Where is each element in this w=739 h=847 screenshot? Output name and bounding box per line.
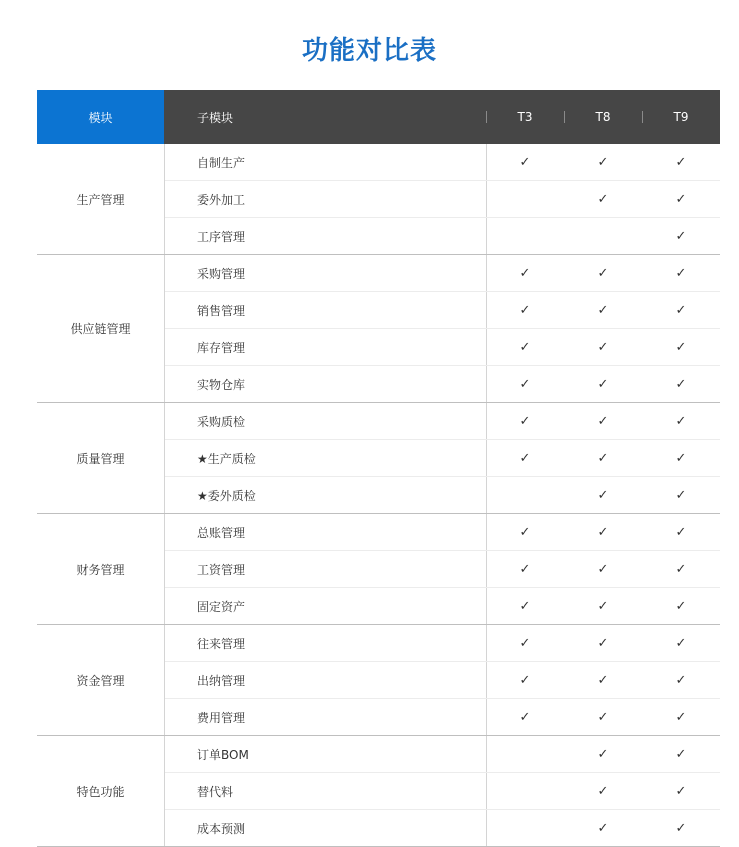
table-row bbox=[165, 773, 720, 810]
submodule-name: 总账管理 bbox=[197, 525, 246, 540]
check-icon: ✓ bbox=[597, 376, 609, 392]
check-icon: ✓ bbox=[519, 413, 531, 429]
check-icon: ✓ bbox=[597, 487, 609, 503]
column-divider bbox=[486, 218, 487, 254]
check-icon: ✓ bbox=[597, 598, 609, 614]
check-icon: ✓ bbox=[597, 191, 609, 207]
table-row bbox=[165, 255, 720, 292]
check-icon: ✓ bbox=[675, 265, 687, 281]
table-row bbox=[165, 699, 720, 735]
module-group bbox=[37, 625, 720, 736]
check-icon: ✓ bbox=[675, 783, 687, 799]
check-icon: ✓ bbox=[675, 376, 687, 392]
table-row bbox=[165, 144, 720, 181]
submodule-name: 采购管理 bbox=[197, 266, 246, 281]
check-icon: ✓ bbox=[675, 487, 687, 503]
module-group bbox=[37, 144, 720, 255]
check-icon: ✓ bbox=[519, 598, 531, 614]
table-row bbox=[165, 329, 720, 366]
check-icon: ✓ bbox=[675, 413, 687, 429]
module-name: 财务管理 bbox=[37, 514, 165, 624]
module-group bbox=[37, 514, 720, 625]
table-row bbox=[165, 736, 720, 773]
submodule-name: 出纳管理 bbox=[197, 673, 246, 688]
check-icon: ✓ bbox=[519, 376, 531, 392]
submodule-name: 销售管理 bbox=[197, 303, 246, 318]
submodule-name: 自制生产 bbox=[197, 155, 246, 170]
module-group bbox=[37, 255, 720, 403]
check-icon: ✓ bbox=[597, 413, 609, 429]
check-icon: ✓ bbox=[597, 524, 609, 540]
module-name: 资金管理 bbox=[37, 625, 165, 735]
comparison-table bbox=[37, 90, 720, 847]
check-icon: ✓ bbox=[519, 450, 531, 466]
submodule-name: 采购质检 bbox=[197, 414, 246, 429]
check-icon: ✓ bbox=[675, 561, 687, 577]
module-name: 生产管理 bbox=[37, 144, 165, 254]
check-icon: ✓ bbox=[597, 820, 609, 836]
table-row bbox=[165, 662, 720, 699]
module-name: 质量管理 bbox=[37, 403, 165, 513]
header-module: 模块 bbox=[37, 90, 164, 144]
submodule-name: 工资管理 bbox=[197, 562, 246, 577]
check-icon: ✓ bbox=[519, 524, 531, 540]
check-icon: ✓ bbox=[597, 302, 609, 318]
check-icon: ✓ bbox=[675, 635, 687, 651]
table-row bbox=[165, 403, 720, 440]
check-icon: ✓ bbox=[597, 450, 609, 466]
table-row bbox=[165, 181, 720, 218]
column-divider bbox=[486, 736, 487, 772]
column-divider bbox=[486, 773, 487, 809]
header-edition-t8: T8 bbox=[595, 110, 611, 124]
module-group bbox=[37, 403, 720, 514]
submodule-name: 库存管理 bbox=[197, 340, 246, 355]
table-header bbox=[37, 90, 720, 144]
table-row bbox=[165, 514, 720, 551]
page-title: 功能对比表 bbox=[301, 36, 437, 66]
check-icon: ✓ bbox=[597, 783, 609, 799]
header-edition-t3: T3 bbox=[517, 110, 533, 124]
check-icon: ✓ bbox=[675, 450, 687, 466]
check-icon: ✓ bbox=[675, 598, 687, 614]
check-icon: ✓ bbox=[675, 228, 687, 244]
table-row bbox=[165, 810, 720, 846]
check-icon: ✓ bbox=[597, 561, 609, 577]
table-row bbox=[165, 477, 720, 513]
check-icon: ✓ bbox=[675, 302, 687, 318]
check-icon: ✓ bbox=[597, 339, 609, 355]
table-body bbox=[37, 144, 720, 847]
submodule-name: 委外加工 bbox=[197, 192, 246, 207]
submodule-name: ★委外质检 bbox=[197, 488, 256, 503]
check-icon: ✓ bbox=[675, 339, 687, 355]
table-row bbox=[165, 440, 720, 477]
check-icon: ✓ bbox=[675, 191, 687, 207]
submodule-name: 成本预测 bbox=[197, 821, 246, 836]
check-icon: ✓ bbox=[675, 672, 687, 688]
table-row bbox=[165, 625, 720, 662]
module-name: 特色功能 bbox=[37, 736, 165, 846]
submodule-name: 实物仓库 bbox=[197, 377, 246, 392]
column-divider bbox=[486, 181, 487, 217]
submodule-name: 工序管理 bbox=[197, 229, 246, 244]
check-icon: ✓ bbox=[519, 302, 531, 318]
check-icon: ✓ bbox=[519, 339, 531, 355]
check-icon: ✓ bbox=[519, 265, 531, 281]
table-row bbox=[165, 366, 720, 402]
check-icon: ✓ bbox=[597, 265, 609, 281]
check-icon: ✓ bbox=[597, 709, 609, 725]
check-icon: ✓ bbox=[519, 561, 531, 577]
check-icon: ✓ bbox=[519, 672, 531, 688]
table-row bbox=[165, 588, 720, 624]
header-edition-t9: T9 bbox=[673, 110, 689, 124]
check-icon: ✓ bbox=[519, 154, 531, 170]
submodule-name: 固定资产 bbox=[197, 599, 246, 614]
submodule-name: 往来管理 bbox=[197, 636, 246, 651]
check-icon: ✓ bbox=[597, 672, 609, 688]
submodule-name: 订单BOM bbox=[197, 747, 249, 762]
table-row bbox=[165, 292, 720, 329]
check-icon: ✓ bbox=[675, 820, 687, 836]
module-name: 供应链管理 bbox=[37, 255, 165, 402]
table-row bbox=[165, 551, 720, 588]
module-group bbox=[37, 736, 720, 847]
table-row bbox=[165, 218, 720, 254]
check-icon: ✓ bbox=[519, 635, 531, 651]
column-divider bbox=[486, 477, 487, 513]
check-icon: ✓ bbox=[597, 746, 609, 762]
check-icon: ✓ bbox=[597, 635, 609, 651]
submodule-name: 替代料 bbox=[197, 784, 234, 799]
submodule-name: ★生产质检 bbox=[197, 451, 256, 466]
check-icon: ✓ bbox=[519, 709, 531, 725]
check-icon: ✓ bbox=[597, 154, 609, 170]
submodule-name: 费用管理 bbox=[197, 710, 246, 725]
check-icon: ✓ bbox=[675, 746, 687, 762]
check-icon: ✓ bbox=[675, 154, 687, 170]
column-divider bbox=[486, 810, 487, 846]
check-icon: ✓ bbox=[675, 709, 687, 725]
header-submodule: 子模块 bbox=[197, 110, 234, 125]
check-icon: ✓ bbox=[675, 524, 687, 540]
